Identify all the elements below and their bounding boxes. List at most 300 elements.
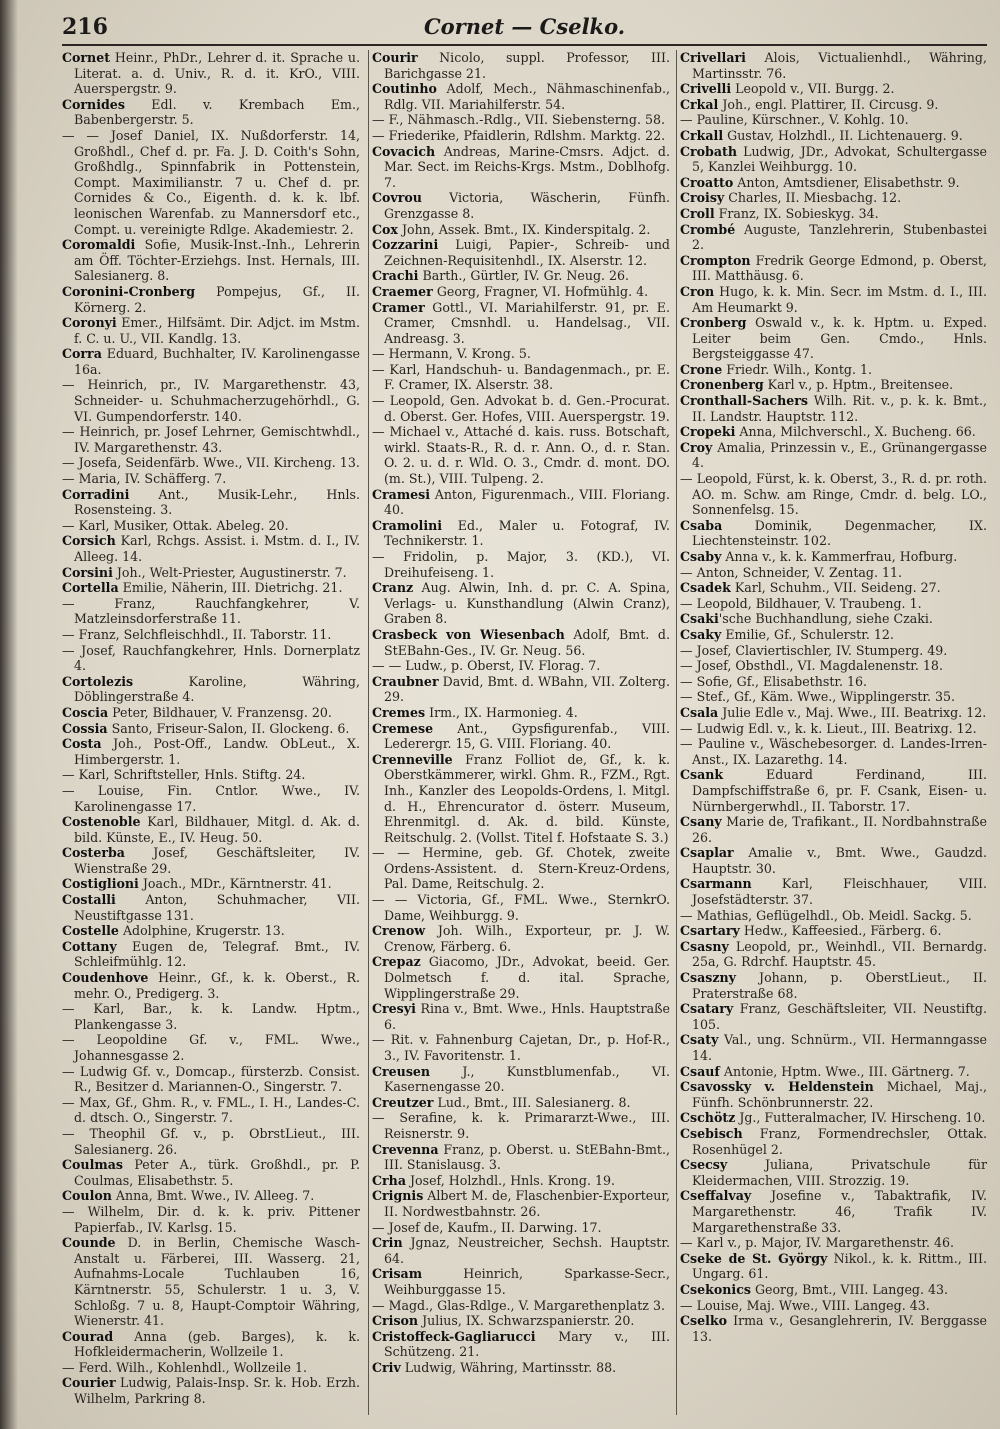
entry-surname: Cselko	[680, 1313, 728, 1329]
directory-entry	[62, 1001, 360, 1032]
entry-surname: Crisam	[372, 1266, 423, 1282]
entry-details: — Leopold, Fürst, k. k. Oberst, 3., R. d. pr. roth. AO. m. Schw. am Ringe, Cmdr. d. belg. LO., Sonnenfelsg. 15.	[680, 471, 987, 518]
directory-entry	[62, 1157, 360, 1188]
entry-details: Nicolo, suppl. Professor, III. Barichgasse 21.	[384, 50, 670, 81]
entry-details: Ed., Maler u. Fotograf, IV. Technikerstr. 1.	[384, 517, 670, 549]
entry-details: Franz, p. Oberst. u. StEBahn-Bmt., III. Stanislausg. 3.	[384, 1141, 670, 1173]
directory-entry	[680, 939, 987, 970]
entry-details: Emilie, Gf., Schulerstr. 12.	[721, 626, 894, 642]
directory-entry	[680, 767, 987, 814]
directory-entry	[372, 1329, 670, 1360]
entry-surname: Covacich	[372, 143, 436, 159]
entry-surname: Cremese	[372, 720, 434, 736]
entry-details: — Rit. v. Fahnenburg Cajetan, Dr., p. Hof-R., 3., IV. Favoritenstr. 1.	[372, 1032, 670, 1063]
entry-details: — Franz, Rauchfangkehrer, V. Matzleinsdorferstraße 11.	[62, 595, 360, 627]
entry-details: Julie Edle v., Maj. Wwe., III. Beatrixg. 12.	[718, 704, 987, 720]
column-middle	[372, 50, 670, 1420]
entry-surname: Csarmann	[680, 876, 752, 892]
entry-surname: Craubner	[372, 673, 439, 689]
entry-details: Joach., MDr., Kärntnerstr. 41.	[138, 876, 332, 892]
entry-details: Ant., Musik-Lehr., Hnls. Rosensteing. 3.	[74, 486, 360, 518]
entry-surname: Cronenberg	[680, 377, 764, 393]
entry-details: Emer., Hilfsämt. Dir. Adjct. im Mstm. f. C. u. U., VII. Kandlg. 13.	[74, 315, 360, 346]
directory-entry	[680, 112, 987, 128]
entry-details: Georg, Fragner, VI. Hofmühlg. 4.	[432, 283, 649, 299]
entry-surname: Csatary	[680, 1001, 734, 1017]
directory-entry	[372, 190, 670, 221]
directory-entry	[62, 970, 360, 1001]
entry-details: Joh., Post-Off., Landw. ObLeut., X. Himbergerstr. 1.	[74, 736, 360, 767]
entry-details: — Michael v., Attaché d. kais. russ. Botschaft, wirkl. Staats-R., R. d. r. Ann. O., d. r. Stan. O. 2. u. d. r. Wld. O. 3., Cmdr. d. mont. DO. (m. St.), VIII. Tulpeng. 2.	[372, 424, 670, 487]
entry-surname: Crkall	[680, 127, 724, 143]
directory-entry	[372, 237, 670, 268]
directory-entry	[62, 565, 360, 581]
column-right	[680, 50, 987, 1420]
entry-details: — Karl, Musiker, Ottak. Abeleg. 20.	[62, 517, 289, 533]
directory-entry	[372, 1298, 670, 1314]
directory-entry	[680, 689, 987, 705]
directory-entry	[372, 50, 670, 81]
entry-surname: Crasbeck von Wiesenbach	[372, 626, 565, 642]
entry-details: — Karl, Handschuh- u. Bandagenmach., pr. E. F. Cramer, IX. Alserstr. 38.	[372, 361, 670, 393]
entry-surname: Coscia	[62, 704, 109, 720]
entry-surname: Creutzer	[372, 1094, 434, 1110]
directory-entry	[62, 97, 360, 128]
directory-entry	[372, 1110, 670, 1141]
directory-entry	[372, 1142, 670, 1173]
entry-surname: Crobath	[680, 143, 737, 159]
entry-surname: Cristoffeck-Gagliarucci	[372, 1328, 536, 1344]
entry-details: — Ferd. Wilh., Kohlenhdl., Wollzeile 1.	[62, 1359, 307, 1375]
entry-details: — Max, Gf., Ghm. R., v. FML., I. H., Landes-C. d. dtsch. O., Singerstr. 7.	[62, 1094, 360, 1126]
entry-details: — Ludwig Edl. v., k. k. Lieut., III. Beatrixg. 12.	[680, 720, 977, 736]
directory-entry	[680, 377, 987, 393]
entry-details: Barth., Gürtler, IV. Gr. Neug. 26.	[418, 268, 630, 284]
entry-details: Johann, p. OberstLieut., II. Praterstraße 68.	[692, 970, 987, 1001]
directory-entry	[62, 315, 360, 346]
entry-surname: Corra	[62, 346, 102, 362]
directory-entry	[372, 1095, 670, 1111]
directory-entry	[372, 487, 670, 518]
directory-entry	[62, 284, 360, 315]
entry-details: Santo, Friseur-Salon, II. Glockeng. 6.	[107, 720, 350, 736]
entry-details: Josef, Holzhdl., Hnls. Krong. 19.	[405, 1172, 615, 1188]
entry-surname: Cschötz	[680, 1110, 736, 1126]
entry-details: Ludwig, Währing, Martinsstr. 88.	[400, 1359, 617, 1375]
entry-details: Ant., Gypsfigurenfab., VIII. Lederergr. 15, G. VIII. Floriang. 40.	[384, 720, 670, 752]
entry-surname: Csartary	[680, 923, 740, 939]
entry-surname: Crenneville	[372, 751, 453, 767]
directory-entry	[680, 1126, 987, 1157]
entry-details: Lud., Bmt., III. Salesianerg. 8.	[433, 1094, 631, 1110]
directory-entry	[680, 565, 987, 581]
directory-entry	[62, 1204, 360, 1235]
entry-surname: Csala	[680, 704, 719, 720]
directory-entry	[372, 1188, 670, 1219]
directory-entry	[372, 1173, 670, 1189]
directory-entry	[372, 1032, 670, 1063]
directory-entry	[680, 1235, 987, 1251]
entry-surname: Cortella	[62, 580, 119, 596]
entry-surname: Courad	[62, 1328, 114, 1344]
directory-entry	[680, 128, 987, 144]
entry-columns	[62, 50, 987, 1420]
directory-entry	[680, 222, 987, 253]
entry-surname: Csany	[680, 814, 722, 830]
entry-surname: Crompton	[680, 252, 751, 268]
entry-details: Adolf, Mech., Nähmaschinenfab., Rdlg. VII. Mariahilferstr. 54.	[384, 81, 670, 112]
entry-details: Oswald v., k. k. Hptm. u. Exped. Leiter beim Gen. Cmdo., Hnls. Bergsteiggasse 47.	[692, 315, 987, 362]
entry-details: Eugen de, Telegraf. Bmt., IV. Schleifmühlg. 12.	[74, 938, 360, 970]
directory-entry	[680, 627, 987, 643]
entry-details: Karoline, Währing, Döblingerstraße 4.	[74, 673, 360, 705]
entry-details: Amalie v., Bmt. Wwe., Gaudzd. Hauptstr. 30.	[692, 845, 987, 876]
directory-entry	[372, 721, 670, 752]
directory-entry	[680, 705, 987, 721]
entry-surname: Crepaz	[372, 954, 421, 970]
directory-entry	[62, 533, 360, 564]
entry-details: Mary v., III. Schützeng. 21.	[384, 1328, 670, 1360]
entry-surname: Creusen	[372, 1063, 431, 1079]
entry-details: Anna (geb. Barges), k. k. Hofkleidermacherin, Wollzeile 1.	[74, 1328, 360, 1360]
entry-details: J., Kunstblumenfab., VI. Kasernengasse 20.	[384, 1063, 670, 1095]
entry-details: Andreas, Marine-Cmsrs. Adjct. d. Mar. Sect. im Reichs-Krgs. Mstm., Doblhofg. 7.	[384, 143, 670, 190]
entry-details: Leopold v., VII. Burgg. 2.	[731, 81, 895, 97]
entry-details: — Magd., Glas-Rdlge., V. Margarethenplatz 3.	[372, 1297, 665, 1313]
directory-entry	[62, 643, 360, 674]
directory-entry	[372, 393, 670, 424]
entry-details: Sofie, Musik-Inst.-Inh., Lehrerin am Öff. Töchter-Erziehgs. Inst. Hernals, III. Salesianerg. 8.	[74, 237, 360, 284]
entry-surname: Cron	[680, 283, 715, 299]
directory-entry	[62, 1188, 360, 1204]
entry-details: — Sofie, Gf., Elisabethstr. 16.	[680, 673, 868, 689]
directory-entry	[680, 876, 987, 907]
entry-details: — — Hermine, geb. Gf. Chotek, zweite Ordens-Assistent. d. Stern-Kreuz-Ordens, Pal. Dame, Reitschulg. 2.	[372, 845, 670, 892]
entry-surname: Croy	[680, 439, 713, 455]
entry-surname: Cossia	[62, 720, 108, 736]
directory-entry	[62, 923, 360, 939]
entry-surname: Croisy	[680, 190, 725, 206]
entry-details: D. in Berlin, Chemische Wasch-Anstalt u. Färberei, III. Wasserg. 21, Aufnahms-Locale Tuchlauben 16, Kärntnerstr. 55, Schulerstr. 1 u. 3, V. Schloßg. 7 u. 8, Haupt-Comptoir Währing, Wienerstr. 41.	[74, 1235, 360, 1329]
entry-details: Edl. v. Krembach Em., Babenbergerstr. 5.	[74, 96, 360, 128]
directory-entry	[62, 128, 360, 237]
entry-surname: Crenow	[372, 923, 426, 939]
page-header	[62, 14, 987, 44]
entry-details: — Louise, Fin. Cntlor. Wwe., IV. Karolinengasse 17.	[62, 782, 360, 814]
entry-surname: Cseffalvay	[680, 1188, 752, 1204]
entry-surname: Crombé	[680, 221, 736, 237]
directory-entry	[62, 845, 360, 876]
entry-details: — Pauline, Kürschner., V. Kohlg. 10.	[680, 112, 909, 128]
entry-surname: Cottany	[62, 938, 117, 954]
entry-details: Eduard, Buchhalter, IV. Karolinengasse 16a.	[74, 346, 360, 377]
entry-details: — Josefa, Seidenfärb. Wwe., VII. Kircheng. 13.	[62, 455, 360, 471]
directory-entry	[680, 1079, 987, 1110]
entry-details: — F., Nähmasch.-Rdlg., VII. Siebensterng. 58.	[372, 112, 665, 128]
entry-details: Irm., IX. Harmonieg. 4.	[425, 704, 578, 720]
directory-entry	[680, 253, 987, 284]
directory-entry	[680, 658, 987, 674]
entry-surname: Cornet	[62, 50, 111, 65]
entry-surname: Crivellari	[680, 50, 746, 65]
entry-details: — Fridolin, p. Major, 3. (KD.), VI. Dreihufeiseng. 1.	[372, 549, 670, 580]
directory-entry	[680, 814, 987, 845]
entry-surname: Cropeki	[680, 424, 736, 440]
entry-surname: Coudenhove	[62, 970, 149, 986]
entry-details: — Hermann, V. Krong. 5.	[372, 346, 531, 362]
entry-surname: Crison	[372, 1313, 419, 1329]
entry-surname: Cseke de St. György	[680, 1250, 828, 1266]
entry-details: Ludwig, JDr., Advokat, Schultergasse 5, Kanzlei Weihburgg. 10.	[692, 143, 987, 175]
entry-details: Karl, Rchgs. Assist. i. Mstm. d. I., IV. Alleeg. 14.	[74, 533, 360, 564]
entry-details: — Stef., Gf., Käm. Wwe., Wipplingerstr. 35.	[680, 689, 956, 705]
directory-entry	[62, 1032, 360, 1063]
entry-surname: Courir	[372, 50, 418, 65]
entry-surname: Crignis	[372, 1188, 424, 1204]
entry-surname: Crha	[372, 1172, 406, 1188]
directory-entry	[62, 424, 360, 455]
entry-surname: Coronyi	[62, 315, 117, 331]
entry-details: Anton, Schuhmacher, VII. Neustiftgasse 131.	[74, 892, 360, 923]
directory-entry	[372, 144, 670, 191]
entry-surname: Crkal	[680, 96, 719, 112]
entry-details: Irma v., Gesanglehrerin, IV. Berggasse 13.	[692, 1313, 987, 1344]
directory-entry	[372, 1220, 670, 1236]
entry-details: Nikol., k. k. Rittm., III. Ungarg. 61.	[692, 1250, 987, 1282]
running-head: Cornet — Cselko.	[423, 14, 626, 39]
directory-entry	[372, 300, 670, 347]
entry-surname: Crin	[372, 1235, 403, 1251]
entry-details: Adolf, Bmt. d. StEBahn-Ges., IV. Gr. Neug. 56.	[384, 626, 670, 658]
directory-entry	[372, 1235, 670, 1266]
entry-surname: Cranz	[372, 580, 414, 596]
entry-details: Georg, Bmt., VIII. Langeg. 43.	[750, 1281, 949, 1297]
entry-details: — Ludwig Gf. v., Domcap., fürsterzb. Consist. R., Besitzer d. Mariannen-O., Singerstr. 7.	[62, 1063, 360, 1095]
entry-surname: Csaty	[680, 1032, 719, 1048]
directory-entry	[372, 1001, 670, 1032]
directory-entry	[680, 674, 987, 690]
entry-details: Marie de, Trafikant., II. Nordbahnstraße 26.	[692, 814, 987, 845]
column-left	[62, 50, 360, 1420]
entry-surname: Costiglioni	[62, 876, 139, 892]
entry-surname: Cox	[372, 221, 398, 237]
directory-entry	[372, 954, 670, 1001]
directory-entry	[680, 549, 987, 565]
entry-surname: Costalli	[62, 892, 116, 908]
entry-details: — Franz, Selchfleischhdl., II. Taborstr. 11.	[62, 626, 332, 642]
entry-details: — Louise, Maj. Wwe., VIII. Langeg. 43.	[680, 1297, 930, 1313]
directory-entry	[372, 362, 670, 393]
entry-details: Karl, Fleischhauer, VIII. Josefstädterstr. 37.	[692, 876, 987, 908]
entry-details: Dominik, Degenmacher, IX. Liechtensteinstr. 102.	[692, 517, 987, 549]
entry-details: Josef, Geschäftsleiter, IV. Wienstraße 29.	[74, 845, 360, 876]
entry-surname: Csasny	[680, 938, 729, 954]
entry-details: Joh., engl. Plattirer, II. Circusg. 9.	[718, 96, 939, 112]
entry-surname: Crachi	[372, 268, 419, 284]
directory-entry	[62, 1064, 360, 1095]
entry-surname: Counde	[62, 1235, 116, 1251]
entry-surname: Costelle	[62, 923, 119, 939]
entry-details: — Karl, Schriftsteller, Hnls. Stiftg. 24.	[62, 767, 306, 783]
directory-entry	[680, 1032, 987, 1063]
directory-entry	[680, 1110, 987, 1126]
entry-surname: Csebisch	[680, 1125, 743, 1141]
directory-entry	[62, 705, 360, 721]
directory-entry	[372, 674, 670, 705]
entry-details: Peter, Bildhauer, V. Franzensg. 20.	[108, 704, 332, 720]
directory-entry	[680, 440, 987, 471]
entry-details: David, Bmt. d. WBahn, VII. Zolterg. 29.	[384, 673, 670, 705]
entry-details: — Josef, Rauchfangkehrer, Hnls. Dornerplatz 4.	[62, 642, 360, 674]
entry-details: Victoria, Wäscherin, Fünfh. Grenzgasse 8.	[384, 190, 670, 221]
directory-entry	[372, 222, 670, 238]
directory-entry	[680, 580, 987, 596]
entry-details: Jg., Futteralmacher, IV. Hirscheng. 10.	[735, 1110, 986, 1126]
entry-surname: Criv	[372, 1359, 401, 1375]
directory-entry	[62, 487, 360, 518]
directory-entry	[372, 658, 670, 674]
directory-entry	[62, 596, 360, 627]
entry-details: Hedw., Kaffeesied., Färberg. 6.	[739, 923, 942, 939]
entry-details: — Karl, Bar., k. k. Landw. Hptm., Plankengasse 3.	[62, 1001, 360, 1032]
directory-entry	[680, 845, 987, 876]
directory-entry	[680, 190, 987, 206]
entry-details: — Heinrich, pr., IV. Margarethenstr. 43, Schneider- u. Schuhmacherzugehörhdl., G. VI. Gumpendorferstr. 140.	[62, 377, 360, 424]
directory-entry	[62, 50, 360, 97]
entry-surname: Courier	[62, 1375, 116, 1391]
directory-entry	[680, 736, 987, 767]
directory-entry	[62, 814, 360, 845]
entry-surname: Croatto	[680, 174, 734, 190]
directory-entry	[680, 81, 987, 97]
entry-surname: Cozzarini	[372, 237, 439, 253]
directory-entry	[62, 237, 360, 284]
directory-entry	[680, 518, 987, 549]
page-edge-shadow	[0, 0, 18, 1429]
directory-entry	[680, 424, 987, 440]
directory-entry	[372, 1266, 670, 1297]
directory-entry	[680, 1188, 987, 1235]
directory-entry	[62, 1095, 360, 1126]
directory-entry	[62, 1235, 360, 1329]
entry-details: John, Assek. Bmt., IX. Kinderspitalg. 2.	[397, 221, 651, 237]
directory-entry	[62, 627, 360, 643]
entry-details: Heinrich, Sparkasse-Secr., Weihburggasse 15.	[384, 1266, 670, 1297]
entry-details: Karl v., p. Hptm., Breitensee.	[763, 377, 954, 393]
entry-surname: Csauf	[680, 1063, 720, 1079]
entry-details: — Leopold, Bildhauer, V. Traubeng. 1.	[680, 595, 922, 611]
entry-surname: Corradini	[62, 486, 130, 502]
entry-details: Michael, Maj., Fünfh. Schönbrunnerstr. 22.	[692, 1079, 987, 1110]
directory-entry	[680, 923, 987, 939]
directory-entry	[372, 1360, 670, 1376]
directory-entry	[372, 845, 670, 892]
entry-surname: Csavossky v. Heldenstein	[680, 1079, 874, 1095]
entry-surname: Crone	[680, 361, 723, 377]
entry-details: Franz, Geschäftsleiter, VII. Neustiftg. 105.	[692, 1001, 987, 1032]
entry-surname: Csaby	[680, 549, 722, 564]
directory-entry	[680, 1282, 987, 1298]
directory-entry	[62, 377, 360, 424]
directory-entry	[62, 674, 360, 705]
directory-entry	[680, 206, 987, 222]
header-rule	[62, 44, 987, 46]
entry-details: Heinr., PhDr., Lehrer d. it. Sprache u. Literat. a. d. Univ., R. d. it. KrO., VIII. Auerspergstr. 9.	[74, 50, 360, 97]
directory-entry	[62, 518, 360, 534]
entry-details: Eduard Ferdinand, III. Dampfschiffstraße 6, pr. F. Csank, Eisen- u. Nürnbergerwhdl., II. Taborstr. 17.	[692, 767, 987, 814]
directory-entry	[680, 596, 987, 612]
entry-details: Franz, IX. Sobieskyg. 34.	[714, 205, 879, 221]
entry-surname: Cresyi	[372, 1001, 416, 1017]
directory-entry	[372, 892, 670, 923]
directory-entry	[372, 518, 670, 549]
entry-surname: Cortolezis	[62, 673, 134, 689]
directory-entry	[372, 1064, 670, 1095]
entry-surname: Cremes	[372, 704, 426, 720]
entry-surname: Csaky	[680, 626, 722, 642]
directory-entry	[680, 362, 987, 378]
entry-details: — Mathias, Geflügelhdl., Ob. Meidl. Sackg. 5.	[680, 907, 972, 923]
entry-details: Juliana, Privatschule für Kleidermachen, VIII. Strozzig. 19.	[692, 1157, 987, 1188]
directory-entry	[680, 1313, 987, 1344]
directory-entry	[372, 923, 670, 954]
entry-surname: Corsich	[62, 533, 116, 549]
directory-entry	[372, 268, 670, 284]
entry-surname: Csaki	[680, 611, 719, 627]
entry-details: Rina v., Bmt. Wwe., Hnls. Hauptstraße 6.	[384, 1001, 670, 1032]
entry-surname: Csank	[680, 767, 724, 783]
entry-details: — Josef de, Kaufm., II. Darwing. 17.	[372, 1219, 602, 1235]
entry-details: Aug. Alwin, Inh. d. pr. C. A. Spina, Verlags- u. Kunsthandlung (Alwin Cranz), Graben 8.	[384, 580, 670, 627]
entry-details: Anna v., k. k. Kammerfrau, Hofburg.	[721, 549, 958, 564]
directory-entry	[372, 705, 670, 721]
entry-surname: Coulon	[62, 1188, 112, 1204]
entry-details: — Josef, Claviertischler, IV. Stumperg. 49.	[680, 642, 948, 658]
entry-details: — Leopoldine Gf. v., FML. Wwe., Johannesgasse 2.	[62, 1032, 360, 1063]
page-number: 216	[62, 14, 108, 40]
entry-details: Leopold, pr., Weinhdl., VII. Bernardg. 25a, G. Rdrchf. Hauptstr. 45.	[692, 938, 987, 970]
directory-entry	[372, 112, 670, 128]
entry-details: Peter A., türk. Großhdl., pr. P. Coulmas, Elisabethstr. 5.	[74, 1157, 360, 1188]
entry-details: Emilie, Näherin, III. Dietrichg. 21.	[118, 580, 343, 596]
entry-surname: Craemer	[372, 283, 433, 299]
entry-surname: Coromaldi	[62, 237, 136, 253]
directory-entry	[680, 1298, 987, 1314]
entry-details: — Wilhelm, Dir. d. k. k. priv. Pittener Papierfab., IV. Karlsg. 15.	[62, 1203, 360, 1235]
entry-surname: Coutinho	[372, 81, 437, 97]
directory-entry	[62, 736, 360, 767]
directory-entry	[680, 1064, 987, 1080]
directory-entry	[680, 50, 987, 81]
entry-details: Franz Folliot de, Gf., k. k. Oberstkämmerer, wirkl. Ghm. R., FZM., Rgt. Inh., Kanzler des Leopolds-Ordens, l. Mitgl. d. H., Ehrencurator d. österr. Museum, Ehrenmitgl. d. Ak. d. bild. Künste, Reitschulg. 2. (Vollst. Titel f. Hofstaate S. 3.)	[384, 751, 670, 845]
directory-entry	[680, 97, 987, 113]
directory-entry	[372, 81, 670, 112]
entry-surname: Cronthall-Sachers	[680, 393, 808, 409]
entry-details: — Serafine, k. k. Primararzt-Wwe., III. Reisnerstr. 9.	[372, 1110, 670, 1141]
entry-details: 'sche Buchhandlung, siehe Czaki.	[718, 611, 933, 627]
entry-surname: Costerba	[62, 845, 125, 861]
entry-surname: Costa	[62, 736, 102, 752]
entry-surname: Corsini	[62, 564, 113, 580]
entry-details: Franz, Formendrechsler, Ottak. Rosenhügel 2.	[692, 1125, 987, 1157]
directory-entry	[372, 580, 670, 627]
entry-details: — — Victoria, Gf., FML. Wwe., SternkrO. Dame, Weihburgg. 9.	[372, 892, 670, 923]
directory-entry	[372, 1313, 670, 1329]
entry-details: Julius, IX. Schwarzspanierstr. 20.	[418, 1313, 635, 1329]
directory-entry	[62, 892, 360, 923]
directory-entry	[62, 876, 360, 892]
entry-details: — — Ludw., p. Oberst, IV. Florag. 7.	[372, 658, 601, 674]
